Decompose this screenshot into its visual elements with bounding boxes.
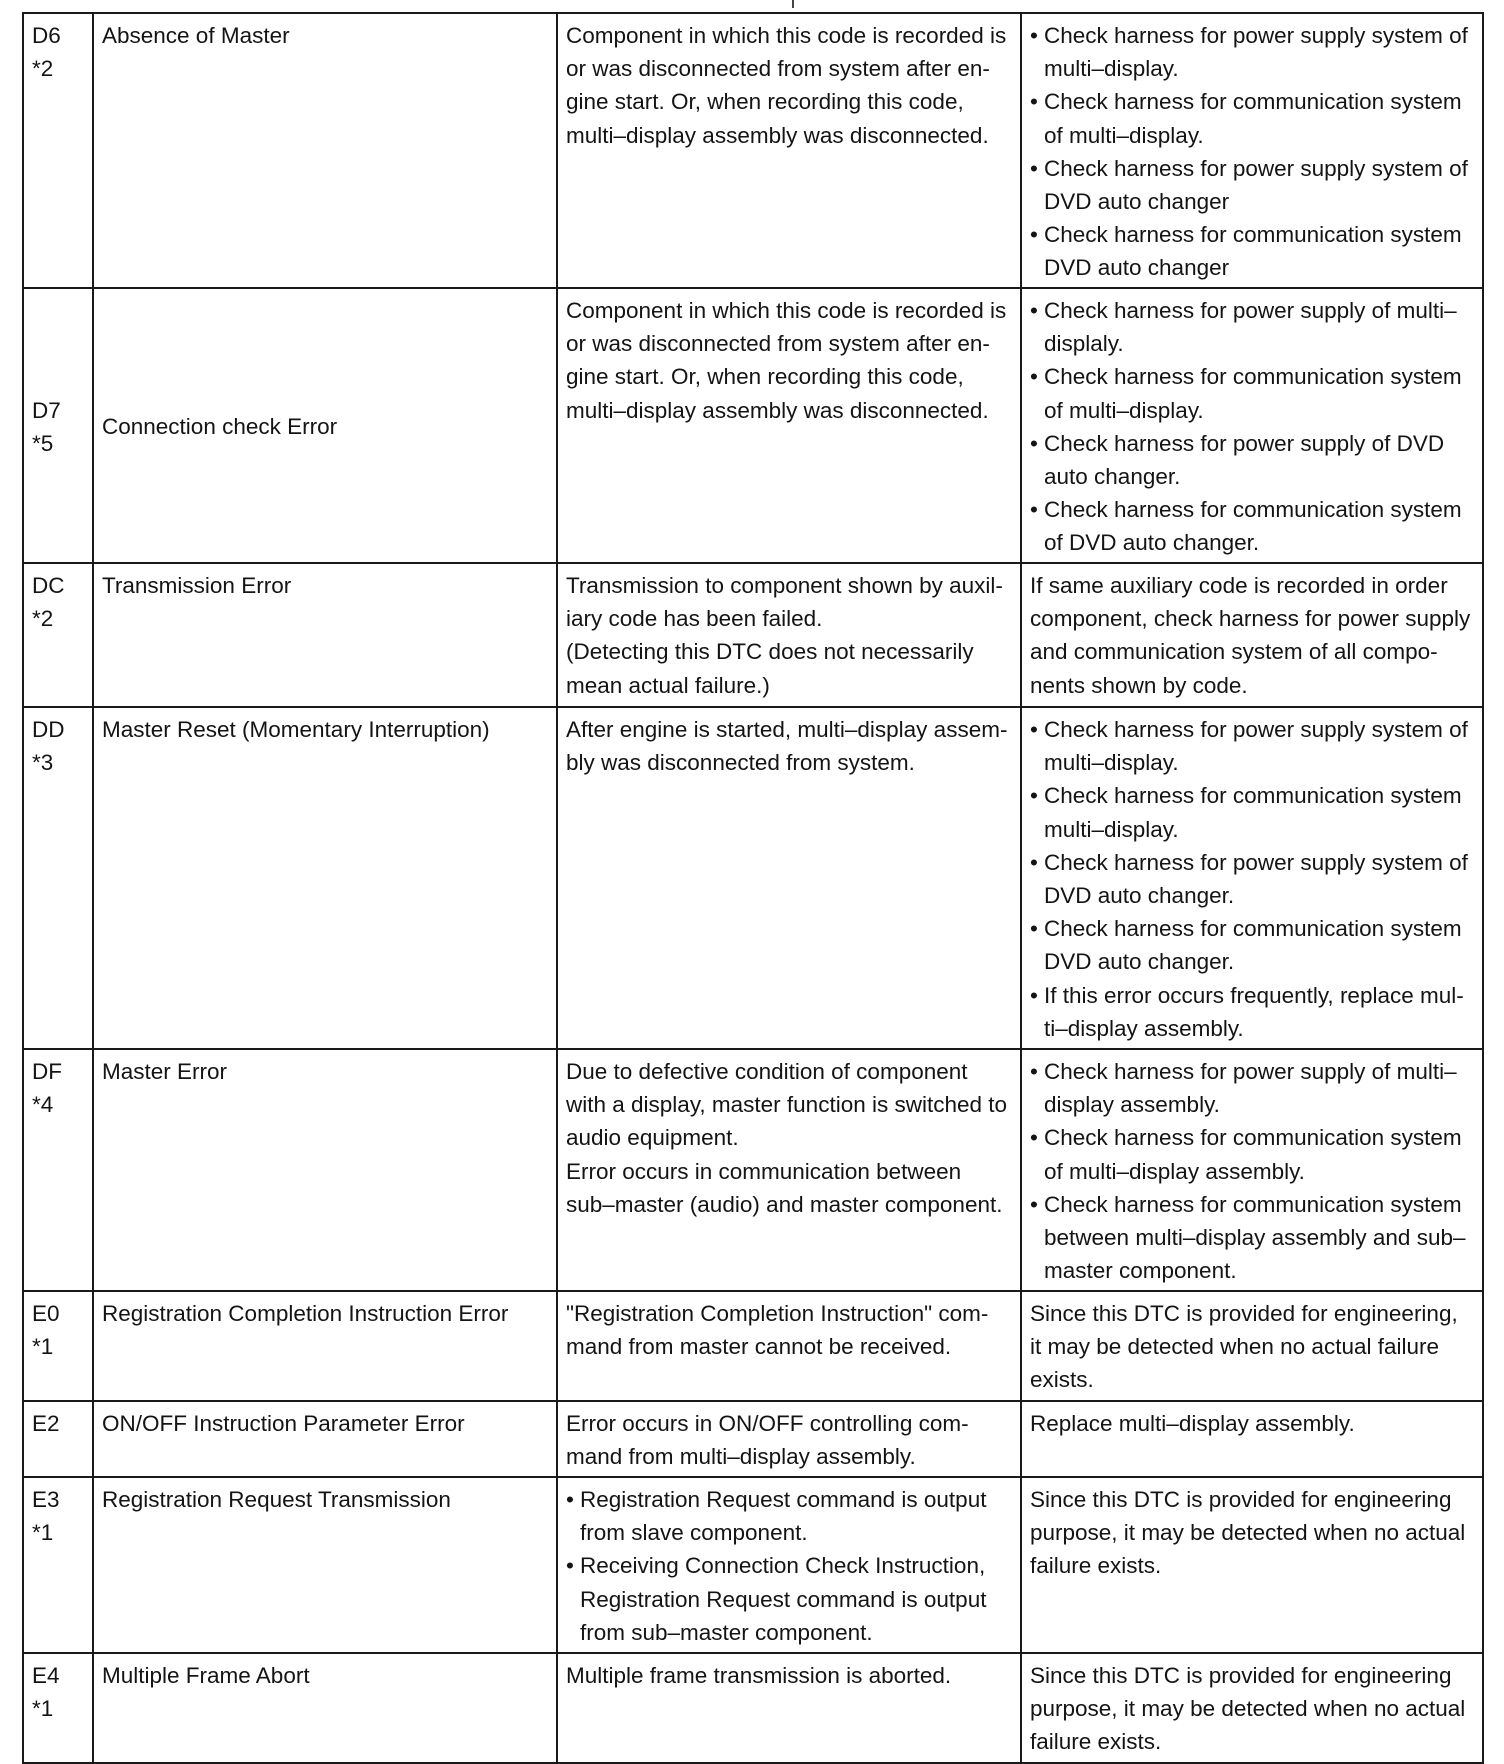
dtc-note: *1: [32, 1334, 54, 1360]
area-bullet-line: • Check harness for power supply of multi–: [1030, 1055, 1474, 1088]
condition-line: Error occurs in communication between: [566, 1158, 962, 1184]
area-line: displaly.: [1044, 331, 1124, 357]
table-row: [23, 13, 1483, 288]
dtc-code-cell: [23, 1477, 93, 1653]
area-bullet-line: • Check harness for communication system: [1030, 85, 1474, 118]
dtc-note: *3: [32, 750, 54, 776]
area-line: multi–display.: [1044, 816, 1179, 842]
dtc-code-cell: [23, 13, 93, 288]
dtc-code: E3: [32, 1487, 60, 1512]
dtc-code-cell: [23, 707, 93, 1049]
area-line: of multi–display assembly.: [1044, 1158, 1305, 1184]
trouble-condition-cell: [557, 1291, 1021, 1401]
area-line: failure exists.: [1030, 1729, 1162, 1755]
detection-item: Transmission Error: [102, 573, 292, 598]
condition-line: gine start. Or, when recording this code,: [566, 364, 964, 390]
trouble-condition-cell: [557, 1477, 1021, 1653]
dtc-code-cell: [23, 1291, 93, 1401]
area-line: auto changer.: [1044, 464, 1181, 490]
condition-bullet-line: • Receiving Connection Check Instruction,: [566, 1549, 1012, 1582]
area-line: purpose, it may be detected when no actual: [1030, 1520, 1466, 1546]
trouble-condition-cell: [557, 1653, 1021, 1763]
dtc-code-cell: [23, 288, 93, 563]
area-line: Since this DTC is provided for engineering: [1030, 1663, 1452, 1688]
detection-item-cell: [93, 288, 557, 563]
detection-item: Absence of Master: [102, 23, 290, 48]
area-line: Since this DTC is provided for engineering: [1030, 1487, 1452, 1512]
condition-line: Multiple frame transmission is aborted.: [566, 1663, 952, 1688]
detection-item-cell: [93, 1049, 557, 1291]
area-line: it may be detected when no actual failure: [1030, 1334, 1439, 1360]
dtc-note: *1: [32, 1696, 54, 1722]
table-row: [23, 1477, 1483, 1653]
condition-line: mand from multi–display assembly.: [566, 1444, 916, 1470]
area-bullet-line: • Check harness for communication system: [1030, 1121, 1474, 1154]
table-row: [23, 1401, 1483, 1477]
area-line: DVD auto changer: [1044, 255, 1230, 281]
trouble-area-cell: [1021, 1291, 1483, 1401]
area-line: purpose, it may be detected when no actual: [1030, 1696, 1466, 1722]
condition-line: Due to defective condition of component: [566, 1059, 968, 1084]
area-bullet-line: • Check harness for communication system: [1030, 360, 1474, 393]
detection-item-cell: [93, 1291, 557, 1401]
condition-line: mean actual failure.): [566, 672, 770, 698]
detection-item: ON/OFF Instruction Parameter Error: [102, 1411, 465, 1436]
condition-line: bly was disconnected from system.: [566, 750, 915, 776]
condition-line: iary code has been failed.: [566, 606, 823, 632]
trouble-area-cell: [1021, 13, 1483, 288]
detection-item-cell: [93, 563, 557, 707]
condition-line: or was disconnected from system after en-: [566, 331, 990, 357]
dtc-code: DC: [32, 573, 65, 598]
trouble-condition-cell: [557, 1049, 1021, 1291]
detection-item-cell: [93, 1401, 557, 1477]
detection-item: Registration Request Transmission: [102, 1487, 451, 1512]
dtc-note: *2: [32, 56, 54, 82]
area-bullet-line: • Check harness for communication system: [1030, 779, 1474, 812]
area-bullet-line: • Check harness for communication system: [1030, 1188, 1474, 1221]
condition-line: After engine is started, multi–display assem-: [566, 717, 1008, 742]
dtc-code-cell: [23, 563, 93, 707]
dtc-code-cell: [23, 1401, 93, 1477]
trouble-area-cell: [1021, 1477, 1483, 1653]
area-line: Since this DTC is provided for engineering,: [1030, 1301, 1458, 1326]
area-line: of multi–display.: [1044, 122, 1204, 148]
dtc-code: DF: [32, 1059, 62, 1084]
trouble-condition-cell: [557, 707, 1021, 1049]
condition-line: sub–master (audio) and master component.: [566, 1191, 1003, 1217]
detection-item-cell: [93, 707, 557, 1049]
trouble-condition-cell: [557, 1401, 1021, 1477]
area-line: exists.: [1030, 1367, 1094, 1393]
area-bullet-line: • Check harness for communication system: [1030, 493, 1474, 526]
area-line: nents shown by code.: [1030, 672, 1248, 698]
trouble-area-cell: [1021, 1401, 1483, 1477]
area-bullet-line: • If this error occurs frequently, replace mul-: [1030, 979, 1474, 1012]
trouble-condition-cell: [557, 563, 1021, 707]
area-bullet-line: • Check harness for power supply system of: [1030, 846, 1474, 879]
area-line: DVD auto changer: [1044, 189, 1230, 215]
area-line: multi–display.: [1044, 56, 1179, 82]
condition-line: with a display, master function is switched to: [566, 1092, 1008, 1118]
condition-line: audio equipment.: [566, 1125, 739, 1151]
detection-item: Master Error: [102, 1059, 228, 1084]
area-line: DVD auto changer.: [1044, 949, 1235, 975]
detection-item-cell: [93, 1653, 557, 1763]
table-row: [23, 707, 1483, 1049]
dtc-table: [22, 12, 1484, 1764]
area-line: DVD auto changer.: [1044, 883, 1235, 909]
area-bullet-line: • Check harness for power supply of DVD: [1030, 427, 1474, 460]
dtc-note: *1: [32, 1520, 54, 1546]
table-row: [23, 1291, 1483, 1401]
page-top-mark: [792, 0, 794, 8]
dtc-code: E0: [32, 1301, 60, 1326]
detection-item-cell: [93, 1477, 557, 1653]
area-line: component, check harness for power supply: [1030, 606, 1471, 632]
table-row: [23, 1653, 1483, 1763]
trouble-area-cell: [1021, 288, 1483, 563]
condition-line: (Detecting this DTC does not necessarily: [566, 639, 974, 665]
trouble-area-cell: [1021, 563, 1483, 707]
table-row: [23, 563, 1483, 707]
condition-line: "Registration Completion Instruction" com-: [566, 1301, 989, 1326]
condition-line: mand from master cannot be received.: [566, 1334, 952, 1360]
area-line: of multi–display.: [1044, 397, 1204, 423]
dtc-code-cell: [23, 1049, 93, 1291]
dtc-note: *4: [32, 1092, 54, 1118]
condition-line: multi–display assembly was disconnected.: [566, 122, 989, 148]
dtc-code: DD: [32, 717, 65, 742]
condition-line: from slave component.: [580, 1520, 808, 1546]
area-line: multi–display.: [1044, 750, 1179, 776]
condition-line: Error occurs in ON/OFF controlling com-: [566, 1411, 969, 1436]
area-bullet-line: • Check harness for communication system: [1030, 218, 1474, 251]
area-bullet-line: • Check harness for power supply of multi–: [1030, 294, 1474, 327]
trouble-area-cell: [1021, 1049, 1483, 1291]
detection-item: Master Reset (Momentary Interruption): [102, 717, 490, 742]
condition-bullet-line: • Registration Request command is output: [566, 1483, 1012, 1516]
area-line: master component.: [1044, 1258, 1237, 1284]
dtc-code: E2: [32, 1411, 60, 1436]
condition-line: Component in which this code is recorded is: [566, 23, 1007, 48]
dtc-code: E4: [32, 1663, 60, 1688]
detection-item-cell: [93, 13, 557, 288]
condition-line: Transmission to component shown by auxil-: [566, 573, 1003, 598]
area-line: between multi–display assembly and sub–: [1044, 1225, 1466, 1251]
area-line: display assembly.: [1044, 1092, 1220, 1118]
condition-line: Registration Request command is output: [580, 1586, 987, 1612]
area-line: ti–display assembly.: [1044, 1015, 1244, 1041]
trouble-condition-cell: [557, 13, 1021, 288]
detection-item: Connection check Error: [102, 414, 338, 440]
trouble-area-cell: [1021, 1653, 1483, 1763]
condition-line: Component in which this code is recorded is: [566, 298, 1007, 323]
area-line: failure exists.: [1030, 1553, 1162, 1579]
table-row: [23, 288, 1483, 563]
area-bullet-line: • Check harness for power supply system of: [1030, 713, 1474, 746]
condition-line: from sub–master component.: [580, 1619, 873, 1645]
dtc-code: D6: [32, 23, 61, 48]
detection-item: Multiple Frame Abort: [102, 1663, 310, 1688]
condition-line: multi–display assembly was disconnected.: [566, 397, 989, 423]
dtc-code: D7: [32, 397, 61, 423]
trouble-area-cell: [1021, 707, 1483, 1049]
dtc-code-cell: [23, 1653, 93, 1763]
area-line: of DVD auto changer.: [1044, 530, 1260, 556]
area-bullet-line: • Check harness for power supply system of: [1030, 152, 1474, 185]
trouble-condition-cell: [557, 288, 1021, 563]
area-line: If same auxiliary code is recorded in order: [1030, 573, 1448, 598]
area-bullet-line: • Check harness for power supply system of: [1030, 19, 1474, 52]
condition-line: gine start. Or, when recording this code,: [566, 89, 964, 115]
area-bullet-line: • Check harness for communication system: [1030, 912, 1474, 945]
area-line: Replace multi–display assembly.: [1030, 1411, 1355, 1436]
condition-line: or was disconnected from system after en-: [566, 56, 990, 82]
dtc-note: *5: [32, 431, 54, 456]
area-line: and communication system of all compo-: [1030, 639, 1438, 665]
dtc-note: *2: [32, 606, 54, 632]
table-row: [23, 1049, 1483, 1291]
detection-item: Registration Completion Instruction Error: [102, 1301, 509, 1326]
